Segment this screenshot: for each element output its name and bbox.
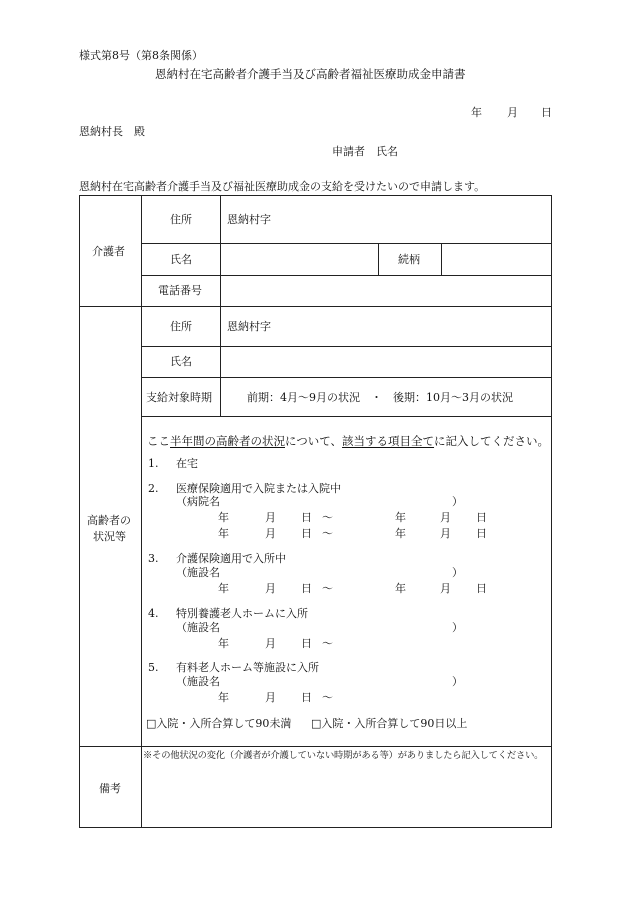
item-4-from-year: 年 [218,637,229,650]
item-1-number: 1. [148,457,159,470]
status-instruction [147,434,549,448]
item-3-number: 3. [148,552,159,565]
date-day-label: 日 [541,106,552,119]
item-3-to-year: 年 [395,582,406,595]
item-4-from-month: 月 [265,637,276,650]
item-5-from-day: 日 [301,691,312,704]
item-2a-to-month: 月 [440,511,451,524]
item-2b-to-day: 日 [476,527,487,540]
item-4-close-paren: ） [452,621,463,634]
item-2-close-paren: ） [452,495,463,508]
item-2b-to-year: 年 [395,527,406,540]
item-2a-from-day: 日 [301,511,312,524]
instruction-mid: について、 [285,434,343,448]
caregiver-address-value: 恩納村字 [227,213,271,226]
item-5-tilde: ～ [322,691,333,704]
item-2-hospital-name: （病院名 [176,495,220,508]
form-title: 恩納村在宅高齢者介護手当及び高齢者福祉医療助成金申請書 [155,67,466,81]
item-3-to-day: 日 [476,582,487,595]
remarks-label: 備考 [99,782,121,795]
item-2b-from-month: 月 [265,527,276,540]
remarks-note: ※その他状況の変化（介護者が介護していない時期がある等）がありましたら記入してください。 [143,750,544,761]
caregiver-name-field[interactable] [222,245,377,274]
item-5-from-month: 月 [265,691,276,704]
item-5-facility-name: （施設名 [176,675,220,688]
date-year-label: 年 [471,106,482,119]
applicant-name-label: 申請者 氏名 [332,145,398,158]
item-2a-from-year: 年 [218,511,229,524]
item-2-number: 2. [148,482,159,495]
item-5-number: 5. [148,661,159,674]
caregiver-relation-field[interactable] [443,245,550,274]
item-3-from-day: 日 [301,582,312,595]
item-2a-from-month: 月 [265,511,276,524]
item-3-to-month: 月 [440,582,451,595]
item-2a-to-year: 年 [395,511,406,524]
item-2a-to-day: 日 [476,511,487,524]
elderly-section-label-line1: 高齢者の [87,514,131,527]
caregiver-name-label: 氏名 [170,253,192,266]
item-4-from-day: 日 [301,637,312,650]
elderly-address-label: 住所 [170,320,192,333]
date-month-label: 月 [507,106,518,119]
item-5-label: 有料老人ホーム等施設に入所 [176,661,319,674]
elderly-name-field[interactable] [222,348,550,376]
item-2b-from-day: 日 [301,527,312,540]
item-4-number: 4. [148,607,159,620]
item-2b-to-month: 月 [440,527,451,540]
item-4-label: 特別養護老人ホームに入所 [176,607,308,620]
remarks-field[interactable] [143,764,550,826]
period-label: 支給対象時期 [146,391,212,404]
checkbox-over-90-days[interactable]: □入院・入所合算して90日以上 [311,717,468,730]
form-number: 様式第8号（第8条関係） [79,49,203,62]
intro-text: 恩納村在宅高齢者介護手当及び福祉医療助成金の支給を受けたいので申請します。 [79,180,486,193]
elderly-name-label: 氏名 [170,355,192,368]
item-3-label: 介護保険適用で入所中 [176,552,286,565]
item-2b-tilde: ～ [322,527,333,540]
item-3-from-year: 年 [218,582,229,595]
item-3-from-month: 月 [265,582,276,595]
caregiver-address-label: 住所 [170,213,192,226]
instruction-underline-period: 半年間の高齢者の状況 [170,434,285,448]
item-3-tilde: ～ [322,582,333,595]
caregiver-phone-field[interactable] [222,277,550,305]
item-3-close-paren: ） [452,566,463,579]
caregiver-relation-label: 続柄 [398,253,420,266]
item-3-facility-name: （施設名 [176,566,220,579]
addressee: 恩納村長 殿 [79,125,145,138]
instruction-pre: ここ [147,434,170,448]
period-value: 前期：4月～9月の状況 ・ 後期：10月～3月の状況 [247,391,513,404]
caregiver-phone-label: 電話番号 [158,284,202,297]
item-5-close-paren: ） [452,675,463,688]
item-4-tilde: ～ [322,637,333,650]
caregiver-section-label: 介護者 [92,245,125,258]
item-4-facility-name: （施設名 [176,621,220,634]
item-2b-from-year: 年 [218,527,229,540]
elderly-section-label-line2: 状況等 [93,530,126,543]
checkbox-under-90-days[interactable]: □入院・入所合算して90未満 [146,717,292,730]
item-2a-tilde: ～ [322,511,333,524]
instruction-underline-items: 該当する項目全て [342,434,435,448]
item-2-label: 医療保険適用で入院または入院中 [176,482,341,495]
item-5-from-year: 年 [218,691,229,704]
instruction-post: に記入してください。 [434,434,550,448]
elderly-address-value: 恩納村字 [227,320,271,333]
item-1-label: 在宅 [176,457,198,470]
